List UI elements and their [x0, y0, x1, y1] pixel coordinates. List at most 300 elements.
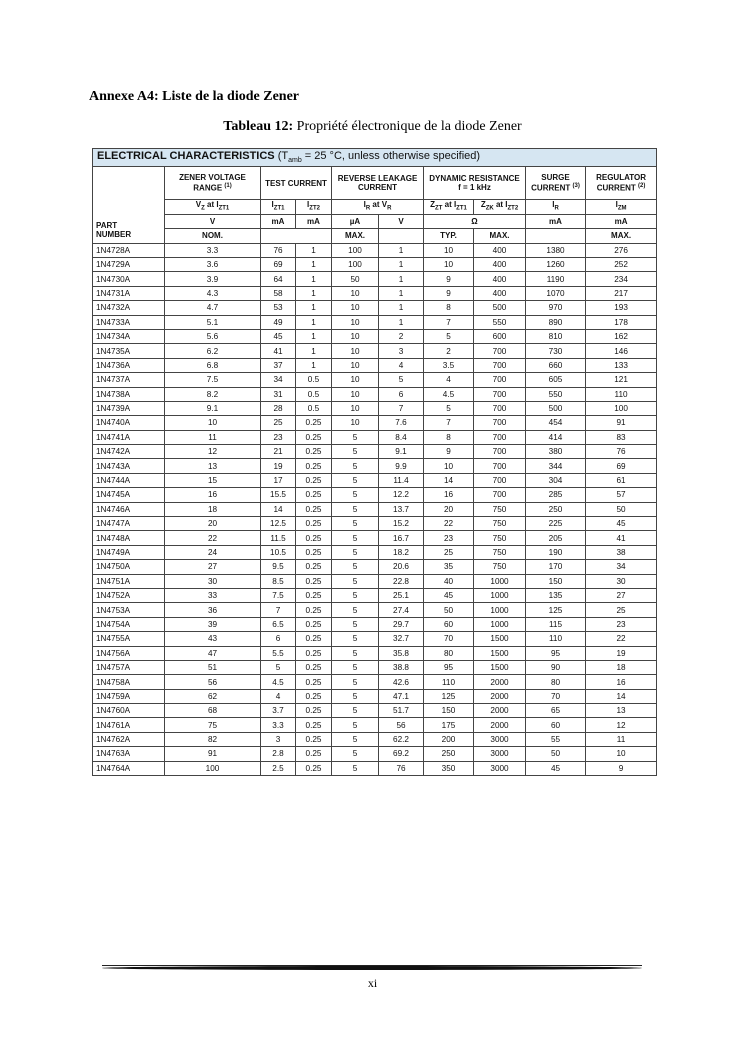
table-row: [93, 603, 657, 617]
cell-vz-nom: 36: [165, 603, 261, 617]
cell-vz-nom: 43: [165, 632, 261, 646]
cell-surge-current: 55: [526, 732, 586, 746]
unit-izt2: mA: [296, 214, 332, 228]
cell-zzk-max: 500: [474, 301, 526, 315]
cell-vr: 42.6: [379, 675, 424, 689]
table-row: [93, 315, 657, 329]
cell-izt2: 0.25: [296, 574, 332, 588]
cell-vz-nom: 91: [165, 747, 261, 761]
cell-vr: 13.7: [379, 502, 424, 516]
cell-vz-nom: 3.6: [165, 257, 261, 271]
table-row: [93, 675, 657, 689]
cell-zzt-typ: 110: [424, 675, 474, 689]
symbol-zzt-sub: ZT: [435, 205, 443, 212]
cell-ir-max: 10: [332, 344, 379, 358]
cell-ir-max: 5: [332, 603, 379, 617]
cell-part-number: 1N4753A: [93, 603, 165, 617]
cell-surge-current: 1190: [526, 272, 586, 286]
cell-zzk-max: 550: [474, 315, 526, 329]
header-reverse-leakage: REVERSE LEAKAGE CURRENT: [332, 167, 424, 200]
cell-surge-current: 1070: [526, 286, 586, 300]
cell-izt2: 0.25: [296, 430, 332, 444]
table-caption: [0, 119, 745, 135]
cell-ir-max: 5: [332, 531, 379, 545]
cell-zzt-typ: 16: [424, 488, 474, 502]
type-zzt-typ: TYP.: [424, 228, 474, 243]
cell-zzk-max: 1500: [474, 632, 526, 646]
cell-part-number: 1N4742A: [93, 445, 165, 459]
cell-vz-nom: 62: [165, 689, 261, 703]
cell-part-number: 1N4734A: [93, 329, 165, 343]
cell-izt2: 1: [296, 257, 332, 271]
symbol-ir-sub: R: [365, 205, 371, 212]
cell-izt2: 0.25: [296, 617, 332, 631]
cell-vz-nom: 100: [165, 761, 261, 775]
cell-vr: 3: [379, 344, 424, 358]
cell-surge-current: 970: [526, 301, 586, 315]
cell-vr: 12.2: [379, 488, 424, 502]
cell-vz-nom: 82: [165, 732, 261, 746]
cell-part-number: 1N4737A: [93, 373, 165, 387]
table-title-condition-open: (T: [277, 150, 289, 163]
cell-surge-current: 454: [526, 416, 586, 430]
cell-vr: 11.4: [379, 473, 424, 487]
unit-izt1: mA: [261, 214, 296, 228]
symbol-surge: [526, 200, 586, 215]
cell-izt1: 41: [261, 344, 296, 358]
cell-zzt-typ: 70: [424, 632, 474, 646]
cell-zzk-max: 700: [474, 416, 526, 430]
cell-ir-max: 10: [332, 387, 379, 401]
cell-izm-max: 34: [586, 560, 657, 574]
cell-zzt-typ: 2: [424, 344, 474, 358]
cell-izt1: 19: [261, 459, 296, 473]
cell-vz-nom: 39: [165, 617, 261, 631]
table-row: [93, 588, 657, 602]
cell-izt1: 4.5: [261, 675, 296, 689]
cell-izt1: 58: [261, 286, 296, 300]
cell-ir-max: 5: [332, 747, 379, 761]
header-dynamic-resistance: [424, 167, 526, 200]
cell-zzt-typ: 3.5: [424, 358, 474, 372]
header-test-current: TEST CURRENT: [261, 167, 332, 200]
cell-zzt-typ: 60: [424, 617, 474, 631]
cell-izm-max: 11: [586, 732, 657, 746]
cell-izt2: 0.25: [296, 459, 332, 473]
cell-surge-current: 1380: [526, 243, 586, 257]
cell-izt2: 1: [296, 243, 332, 257]
cell-izm-max: 25: [586, 603, 657, 617]
cell-surge-current: 380: [526, 445, 586, 459]
cell-part-number: 1N4757A: [93, 660, 165, 674]
cell-izt2: 0.5: [296, 401, 332, 415]
cell-izt2: 0.25: [296, 517, 332, 531]
cell-izm-max: 178: [586, 315, 657, 329]
cell-zzt-typ: 20: [424, 502, 474, 516]
cell-izt1: 28: [261, 401, 296, 415]
cell-vz-nom: 68: [165, 704, 261, 718]
cell-zzt-typ: 40: [424, 574, 474, 588]
symbol-zzt: [424, 200, 474, 215]
cell-surge-current: 190: [526, 545, 586, 559]
cell-part-number: 1N4738A: [93, 387, 165, 401]
cell-surge-current: 660: [526, 358, 586, 372]
symbol-zzk-sub: ZK: [485, 205, 494, 212]
cell-ir-max: 5: [332, 473, 379, 487]
symbol-ir-main: I: [363, 200, 366, 209]
cell-zzk-max: 750: [474, 531, 526, 545]
table-row: [93, 473, 657, 487]
table-row: [93, 502, 657, 516]
cell-izt2: 1: [296, 358, 332, 372]
cell-vr: 6: [379, 387, 424, 401]
cell-izt1: 76: [261, 243, 296, 257]
cell-vr: 2: [379, 329, 424, 343]
table-caption-text: Propriété électronique de la diode Zener: [296, 119, 522, 134]
cell-surge-current: 80: [526, 675, 586, 689]
cell-part-number: 1N4741A: [93, 430, 165, 444]
cell-ir-max: 5: [332, 502, 379, 516]
cell-surge-current: 150: [526, 574, 586, 588]
cell-part-number: 1N4731A: [93, 286, 165, 300]
cell-zzk-max: 2000: [474, 689, 526, 703]
cell-vr: 29.7: [379, 617, 424, 631]
cell-ir-max: 5: [332, 459, 379, 473]
cell-izm-max: 276: [586, 243, 657, 257]
cell-vr: 9.1: [379, 445, 424, 459]
cell-zzt-typ: 50: [424, 603, 474, 617]
cell-ir-max: 10: [332, 286, 379, 300]
cell-zzt-typ: 9: [424, 286, 474, 300]
cell-part-number: 1N4732A: [93, 301, 165, 315]
symbol-izt1-main: I: [271, 200, 274, 209]
cell-izm-max: 76: [586, 445, 657, 459]
cell-zzk-max: 1500: [474, 646, 526, 660]
table-row: [93, 732, 657, 746]
table-row: [93, 660, 657, 674]
cell-izt1: 5.5: [261, 646, 296, 660]
cell-izt1: 15.5: [261, 488, 296, 502]
cell-part-number: 1N4740A: [93, 416, 165, 430]
cell-izt2: 1: [296, 301, 332, 315]
symbol-zzk: [474, 200, 526, 215]
type-test-blank: [261, 228, 332, 243]
cell-izm-max: 57: [586, 488, 657, 502]
cell-izt1: 3.3: [261, 718, 296, 732]
cell-zzk-max: 1000: [474, 617, 526, 631]
type-surge-blank: [526, 228, 586, 243]
cell-zzk-max: 700: [474, 344, 526, 358]
cell-zzt-typ: 10: [424, 459, 474, 473]
unit-izm: mA: [586, 214, 657, 228]
cell-surge-current: 285: [526, 488, 586, 502]
cell-izt1: 9.5: [261, 560, 296, 574]
type-vr-blank: [379, 228, 424, 243]
unit-vr: V: [379, 214, 424, 228]
cell-zzk-max: 750: [474, 517, 526, 531]
cell-vr: 76: [379, 761, 424, 775]
cell-izm-max: 19: [586, 646, 657, 660]
cell-izt2: 1: [296, 329, 332, 343]
cell-vr: 27.4: [379, 603, 424, 617]
cell-zzk-max: 700: [474, 459, 526, 473]
cell-izt1: 2.8: [261, 747, 296, 761]
cell-part-number: 1N4749A: [93, 545, 165, 559]
cell-vz-nom: 56: [165, 675, 261, 689]
cell-part-number: 1N4733A: [93, 315, 165, 329]
cell-izt2: 1: [296, 344, 332, 358]
symbol-zzt-at: at I: [442, 200, 457, 209]
cell-zzk-max: 700: [474, 358, 526, 372]
cell-surge-current: 810: [526, 329, 586, 343]
cell-surge-current: 45: [526, 761, 586, 775]
cell-ir-max: 100: [332, 243, 379, 257]
cell-izt2: 0.25: [296, 632, 332, 646]
table-title-main: ELECTRICAL CHARACTERISTICS: [97, 150, 275, 163]
cell-vr: 51.7: [379, 704, 424, 718]
header-zener-note: (1): [224, 183, 232, 190]
cell-vz-nom: 30: [165, 574, 261, 588]
cell-izt1: 53: [261, 301, 296, 315]
cell-izt2: 0.25: [296, 747, 332, 761]
cell-izm-max: 14: [586, 689, 657, 703]
cell-vz-nom: 11: [165, 430, 261, 444]
cell-izt1: 45: [261, 329, 296, 343]
cell-izm-max: 252: [586, 257, 657, 271]
cell-part-number: 1N4764A: [93, 761, 165, 775]
cell-surge-current: 605: [526, 373, 586, 387]
cell-vz-nom: 20: [165, 517, 261, 531]
cell-part-number: 1N4758A: [93, 675, 165, 689]
cell-vr: 4: [379, 358, 424, 372]
annex-title: Annexe A4: Liste de la diode Zener: [89, 89, 299, 104]
cell-vz-nom: 7.5: [165, 373, 261, 387]
cell-izt1: 64: [261, 272, 296, 286]
cell-zzt-typ: 14: [424, 473, 474, 487]
table-row: [93, 531, 657, 545]
cell-izt1: 31: [261, 387, 296, 401]
header-surge-label: SURGE CURRENT: [531, 173, 571, 193]
cell-zzt-typ: 8: [424, 301, 474, 315]
cell-izt1: 34: [261, 373, 296, 387]
cell-vr: 15.2: [379, 517, 424, 531]
table-row: [93, 459, 657, 473]
cell-part-number: 1N4761A: [93, 718, 165, 732]
cell-zzt-typ: 175: [424, 718, 474, 732]
cell-vr: 62.2: [379, 732, 424, 746]
cell-part-number: 1N4729A: [93, 257, 165, 271]
table-row: [93, 488, 657, 502]
cell-zzt-typ: 150: [424, 704, 474, 718]
symbol-vz: [165, 200, 261, 215]
cell-vz-nom: 13: [165, 459, 261, 473]
table-body: [93, 243, 657, 775]
table-row: [93, 718, 657, 732]
cell-zzk-max: 700: [474, 387, 526, 401]
page-number: xi: [367, 976, 378, 990]
cell-part-number: 1N4755A: [93, 632, 165, 646]
header-reg-label: REGULATOR CURRENT: [596, 173, 647, 193]
cell-zzt-typ: 35: [424, 560, 474, 574]
table-title-condition-rest: = 25 °C, unless otherwise specified): [301, 150, 481, 163]
cell-izm-max: 23: [586, 617, 657, 631]
cell-ir-max: 5: [332, 689, 379, 703]
symbol-vz-sub: Z: [201, 205, 205, 212]
table-row: [93, 387, 657, 401]
cell-vr: 7.6: [379, 416, 424, 430]
cell-izt2: 0.25: [296, 588, 332, 602]
cell-zzk-max: 2000: [474, 675, 526, 689]
cell-ir-max: 5: [332, 646, 379, 660]
table-row: [93, 430, 657, 444]
cell-ir-max: 5: [332, 617, 379, 631]
table-row: [93, 301, 657, 315]
cell-izt2: 0.25: [296, 675, 332, 689]
cell-part-number: 1N4730A: [93, 272, 165, 286]
table-row: [93, 329, 657, 343]
cell-izm-max: 41: [586, 531, 657, 545]
unit-ohm: Ω: [424, 214, 526, 228]
cell-izt2: 0.25: [296, 560, 332, 574]
header-dyn-line1: DYNAMIC RESISTANCE: [429, 174, 520, 183]
table-caption-label: Tableau 12:: [223, 119, 294, 134]
cell-ir-max: 5: [332, 545, 379, 559]
cell-izt1: 69: [261, 257, 296, 271]
table-row: [93, 689, 657, 703]
cell-part-number: 1N4747A: [93, 517, 165, 531]
cell-zzt-typ: 8: [424, 430, 474, 444]
type-izm-max: MAX.: [586, 228, 657, 243]
cell-izt2: 0.25: [296, 473, 332, 487]
cell-izt2: 0.25: [296, 531, 332, 545]
cell-zzk-max: 3000: [474, 747, 526, 761]
cell-vz-nom: 33: [165, 588, 261, 602]
cell-vr: 1: [379, 243, 424, 257]
cell-surge-current: 170: [526, 560, 586, 574]
cell-izt2: 0.25: [296, 646, 332, 660]
cell-izt2: 0.25: [296, 445, 332, 459]
cell-ir-max: 10: [332, 373, 379, 387]
cell-zzt-typ: 7: [424, 416, 474, 430]
cell-zzt-typ: 9: [424, 445, 474, 459]
table-row: [93, 747, 657, 761]
symbol-zzk-at-sub: ZT2: [507, 205, 519, 212]
cell-izt2: 0.25: [296, 603, 332, 617]
header-part-line2: NUMBER: [96, 229, 132, 239]
cell-izm-max: 30: [586, 574, 657, 588]
cell-zzk-max: 700: [474, 401, 526, 415]
cell-vr: 1: [379, 257, 424, 271]
cell-vr: 25.1: [379, 588, 424, 602]
header-zener-label: ZENER VOLTAGE RANGE: [179, 173, 246, 193]
cell-vr: 69.2: [379, 747, 424, 761]
table-row: [93, 373, 657, 387]
cell-zzk-max: 2000: [474, 718, 526, 732]
cell-vr: 35.8: [379, 646, 424, 660]
cell-ir-max: 100: [332, 257, 379, 271]
cell-zzk-max: 700: [474, 373, 526, 387]
cell-part-number: 1N4746A: [93, 502, 165, 516]
cell-izm-max: 193: [586, 301, 657, 315]
cell-part-number: 1N4760A: [93, 704, 165, 718]
cell-ir-max: 5: [332, 517, 379, 531]
cell-surge-current: 1260: [526, 257, 586, 271]
cell-part-number: 1N4754A: [93, 617, 165, 631]
header-part-number: [93, 167, 165, 244]
cell-izm-max: 83: [586, 430, 657, 444]
cell-vr: 20.6: [379, 560, 424, 574]
cell-zzt-typ: 5: [424, 329, 474, 343]
table-row: [93, 416, 657, 430]
header-surge-note: (3): [572, 183, 580, 190]
cell-zzt-typ: 10: [424, 243, 474, 257]
table-row: [93, 617, 657, 631]
cell-vr: 1: [379, 272, 424, 286]
cell-izm-max: 18: [586, 660, 657, 674]
cell-izt2: 0.25: [296, 545, 332, 559]
cell-izt1: 3.7: [261, 704, 296, 718]
cell-ir-max: 5: [332, 574, 379, 588]
cell-surge-current: 344: [526, 459, 586, 473]
cell-izt2: 1: [296, 272, 332, 286]
unit-vz: V: [165, 214, 261, 228]
cell-vz-nom: 4.7: [165, 301, 261, 315]
cell-ir-max: 5: [332, 718, 379, 732]
cell-vz-nom: 16: [165, 488, 261, 502]
cell-izm-max: 133: [586, 358, 657, 372]
symbol-ir-at: at V: [370, 200, 388, 209]
header-dyn-line2: f = 1 kHz: [458, 183, 491, 192]
cell-izm-max: 162: [586, 329, 657, 343]
header-part-line1: PART: [96, 220, 118, 230]
cell-zzk-max: 3000: [474, 761, 526, 775]
cell-vz-nom: 3.3: [165, 243, 261, 257]
unit-surge: mA: [526, 214, 586, 228]
cell-surge-current: 110: [526, 632, 586, 646]
cell-part-number: 1N4728A: [93, 243, 165, 257]
cell-izt2: 0.25: [296, 502, 332, 516]
symbol-zzt-main: Z: [430, 200, 436, 209]
cell-zzt-typ: 7: [424, 315, 474, 329]
cell-izm-max: 22: [586, 632, 657, 646]
header-zener-voltage: [165, 167, 261, 200]
table-row: [93, 286, 657, 300]
cell-zzk-max: 400: [474, 243, 526, 257]
cell-izm-max: 91: [586, 416, 657, 430]
cell-surge-current: 115: [526, 617, 586, 631]
cell-zzk-max: 400: [474, 286, 526, 300]
cell-vz-nom: 10: [165, 416, 261, 430]
table-row: [93, 704, 657, 718]
table-row: [93, 358, 657, 372]
cell-izt1: 4: [261, 689, 296, 703]
cell-zzk-max: 750: [474, 545, 526, 559]
cell-vr: 38.8: [379, 660, 424, 674]
table-row: [93, 545, 657, 559]
cell-izt1: 7.5: [261, 588, 296, 602]
cell-vr: 32.7: [379, 632, 424, 646]
cell-zzt-typ: 45: [424, 588, 474, 602]
cell-zzk-max: 1000: [474, 588, 526, 602]
symbol-vz-at: at I: [204, 200, 219, 209]
cell-vz-nom: 6.8: [165, 358, 261, 372]
unit-ir: µA: [332, 214, 379, 228]
table-row: [93, 646, 657, 660]
cell-izt1: 6: [261, 632, 296, 646]
cell-vz-nom: 15: [165, 473, 261, 487]
cell-zzt-typ: 22: [424, 517, 474, 531]
symbol-izt2: [296, 200, 332, 215]
